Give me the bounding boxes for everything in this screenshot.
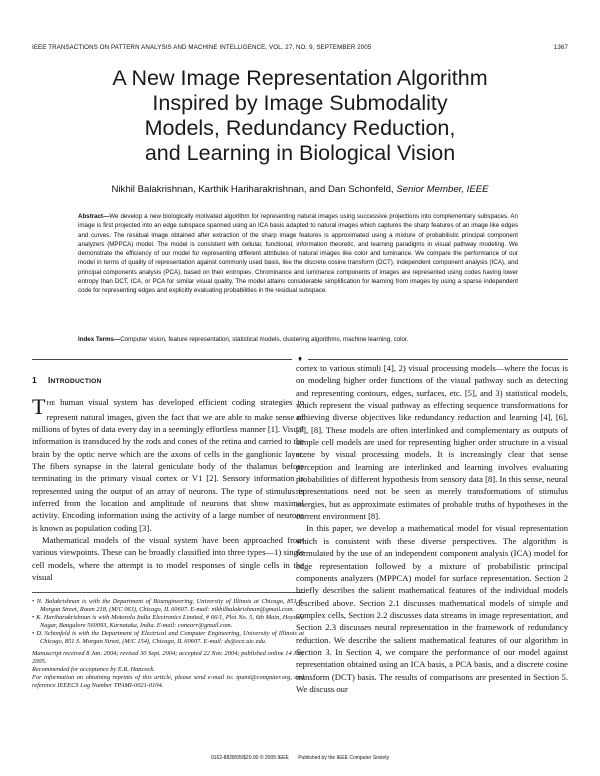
footnote-affiliation-1-text: N. Balakrishnan is with the Department of Bioengineering, University of Illinois at Chicago, 851 S. Morgan Street, Room 218, (M/C 063), Chicago, IL 60607. E-mail: nikhilbalakrishnan@gmail.com. bbox=[36, 597, 304, 613]
section-number: 1 bbox=[32, 375, 37, 385]
title-line-1: A New Image Representation Algorithm bbox=[112, 66, 488, 90]
footnote-affiliation-2-text: K. Hariharakrishnan is with Motorola India Electronics Limited, # 66/1, Plot No. 5, 6th Main, Hoysala Nagar, Bangalore 560093, Karnataka, India. E-mail: conearr@gmail.com. bbox=[36, 613, 305, 629]
footnotes bbox=[32, 598, 304, 691]
index-terms-label: Index Terms bbox=[78, 336, 114, 343]
title-line-2: Inspired by Image Submodality bbox=[152, 91, 448, 115]
title-line-4: and Learning in Biological Vision bbox=[144, 141, 456, 165]
index-terms-text: Computer vision, feature representation, statistical models, clustering algorithms, machine learning, color. bbox=[120, 336, 409, 343]
author-names: Nikhil Balakrishnan, Karthik Hariharakrishnan, and Dan Schonfeld, bbox=[111, 184, 394, 195]
section-title-rest: NTRODUCTION bbox=[50, 378, 102, 385]
right-paragraph-1: cortex to various stimuli [4], 2) visual processing models—where the focus is on modeling higher order functions of the visual pathway such as detecting and representing contours, edges, surfaces, etc. [5], and 3) statistical models, which represent the visual pathway as effecting sequence transformations for achieving diverse objectives like redundancy reduction and learning [4], [6], [7], [8]. These models are often interlinked and complementary as outputs of simple cell models are used for representing higher order structure in a visual scene by visual processing models. It is increasingly clear that sense perception and learning are interlinked and learning involves evaluating probabilities of different hypothesis from sensory data [8]. In this sense, neural representations need not be seen as merely transformations of stimulus energies, but as approximate estimates of probable truths of hypotheses in the current environment [8]. bbox=[296, 363, 568, 522]
left-column bbox=[32, 374, 304, 691]
footnote-affiliation-3: • D. Schonfeld is with the Department of Electrical and Computer Engineering, University of Illinois at Chicago, 851 S. Morgan Street, (M/C 154), Chicago, IL 60607. E-mail: ds@ece.uic.edu. bbox=[32, 629, 304, 645]
first-word-caps: HE bbox=[46, 400, 56, 408]
copyright-line: 0162-8828/05/$20.00 © 2005 IEEE bbox=[210, 755, 289, 761]
journal-header: IEEE TRANSACTIONS ON PATTERN ANALYSIS AND MACHINE INTELLIGENCE, VOL. 27, NO. 9, SEPTEMBER 2005 bbox=[32, 44, 372, 51]
paper-title bbox=[40, 66, 560, 166]
abstract: Abstract—We develop a new biologically motivated algorithm for representing natural images using successive projections into complementary subspaces. An image is first projected into an edge subspace spanned using an ICA basis adapted to natural images which captures the sharp features of an image like edges and curves. The residual image obtained after extraction of the sharp image features is approximated using a mixture of probabilistic principal component analyzers (MPPCA) model. The model is consistent with cellular, functional, information theoretic, and learning paradigms in visual pathway modeling. We demonstrate the efficiency of our model for representing different attributes of natural images like color and luminance. We compare the performance of our model in terms of quality of representation against commonly used basis, like the discrete cosine transform (DCT), independent component analysis (ICA), and principal components analysis (PCA), based on their entropies. Chrominance and luminance components of images are represented using codes having lower entropy than DCT, ICA, or PCA for similar visual quality. The model attains considerable simplification for learning from images by using a sparse independent code for representing edges and explicitly evaluating probabilities in the residual subspace. bbox=[78, 213, 518, 295]
running-header bbox=[32, 44, 568, 51]
right-column bbox=[296, 362, 568, 695]
index-terms: Index Terms—Computer vision, feature representation, statistical models, clustering algorithms, machine learning, color. bbox=[78, 336, 409, 343]
footnote-affiliation-2: • K. Hariharakrishnan is with Motorola India Electronics Limited, # 66/1, Plot No. 5, 6th Main, Hoysala Nagar, Bangalore 560093, Karnataka, India. E-mail: conearr@gmail.com. bbox=[32, 613, 305, 629]
abstract-text: We develop a new biologically motivated algorithm for representing natural images using successive projections into complementary subspaces. An image is first projected into an edge subspace spanned using an ICA basis adapted to natural images which captures the sharp features of an image like edges and curves. The residual image obtained after extraction of the sharp image features is approximated using a mixture of probabilistic principal component analyzers (MPPCA) model. The model is consistent with cellular, functional, information theoretic, and learning paradigms in visual pathway modeling. We demonstrate the efficiency of our model for representing different attributes of natural images like color and luminance. We compare the performance of our model in terms of quality of representation against commonly used basis, like the discrete cosine transform (DCT), independent component analysis (ICA), and principal components analysis (PCA), based on their entropies. Chrominance and luminance components of images are represented using codes having lower entropy than DCT, ICA, or PCA for similar visual quality. The model attains considerable simplification for learning from images by using a sparse independent code for representing edges and explicitly evaluating probabilities in the residual subspace. bbox=[78, 213, 518, 295]
title-line-3: Models, Redundancy Reduction, bbox=[144, 116, 456, 140]
footnote-rule bbox=[32, 592, 304, 593]
intro-paragraph-2: Mathematical models of the visual system have been approached from various viewpoints. These can be broadly classified into three types—1) single cell models, where the attempt is to model responses of single cells in the visual bbox=[32, 535, 304, 583]
diamond-icon: ♦ bbox=[297, 354, 303, 363]
recommended-by: Recommended for acceptance by E.R. Hancock. bbox=[32, 666, 155, 674]
section-title-initial: I bbox=[48, 375, 51, 385]
page-number: 1367 bbox=[553, 44, 568, 51]
abstract-label: Abstract bbox=[78, 213, 104, 220]
divider-line-right bbox=[308, 359, 568, 360]
divider-line-left bbox=[32, 359, 292, 360]
drop-cap: T bbox=[32, 394, 46, 420]
intro-paragraph-1-text: human visual system has developed efficient coding strategies to represent natural images, given the fact that we are able to make sense of millions of bytes of data every day in a seemingly effortless manner [1]. Visual information is transduced by the rods and cones of the retina and carried to the brain by the optic nerve which are the axons of cells in the ganglionic layer. The fibers synapse in the lateral geniculate body of the thalamus before terminating in the primary visual cortex or V1 [2]. Sensory information is represented using the output of an array of neurons. The type of stimulus is inferred from the location and amplitude of neurons that show maximal activity. Encoding information using the activity of a large number of neurons is known as population coding [3]. bbox=[32, 397, 305, 533]
author-membership: Senior Member, IEEE bbox=[396, 184, 489, 195]
author-list bbox=[40, 184, 560, 195]
intro-paragraph-1 bbox=[32, 396, 304, 534]
reprint-info: For information on obtaining reprints of this article, please send e-mail to: tpami@computer.org, and reference IEEECS Log Number TPAMI-0021-0104. bbox=[32, 674, 304, 690]
publisher-line: Published by the IEEE Computer Society bbox=[298, 755, 390, 761]
right-paragraph-2: In this paper, we develop a mathematical model for visual representation which is consistent with these diverse perspectives. The algorithm is formulated by the use of an independent component analysis (ICA) model for edge representation followed by a mixture of probabilistic principal components analyzers (MPPCA) model for surface representation. Section 2 briefly describes the salient mathematical features of the individual models described above. Section 2.1 discusses mathematical models of simple and complex cells, Section 2.2 discusses data streams in image representation, and Section 2.3 discusses neural representation in the framework of redundancy reduction. We describe the salient mathematical features of our algorithm in Section 3. In Section 4, we compare the performance of our model against representation obtained using an ICA basis, a PCA basis, and a discrete cosine transform (DCT) basis. The results of comparisons are presented in Section 5. We discuss our bbox=[296, 523, 568, 694]
footnote-affiliation-1: • N. Balakrishnan is with the Department of Bioengineering, University of Illinois at Chicago, 851 S. Morgan Street, Room 218, (M/C 063), Chicago, IL 60607. E-mail: nikhilbalakrishnan@gmail.com. bbox=[32, 597, 304, 613]
section-heading bbox=[32, 374, 304, 388]
footnote-affiliation-3-text: D. Schonfeld is with the Department of Electrical and Computer Engineering, University of Illinois at Chicago, 851 S. Morgan Street, (M/C 154), Chicago, IL 60607. E-mail: ds@ece.uic.edu. bbox=[36, 629, 304, 645]
page-footer bbox=[0, 755, 600, 761]
manuscript-dates: Manuscript received 8 Jan. 2004; revised 30 Sept. 2004; accepted 22 Nov. 2004; published online 14 July 2005. bbox=[32, 650, 304, 666]
